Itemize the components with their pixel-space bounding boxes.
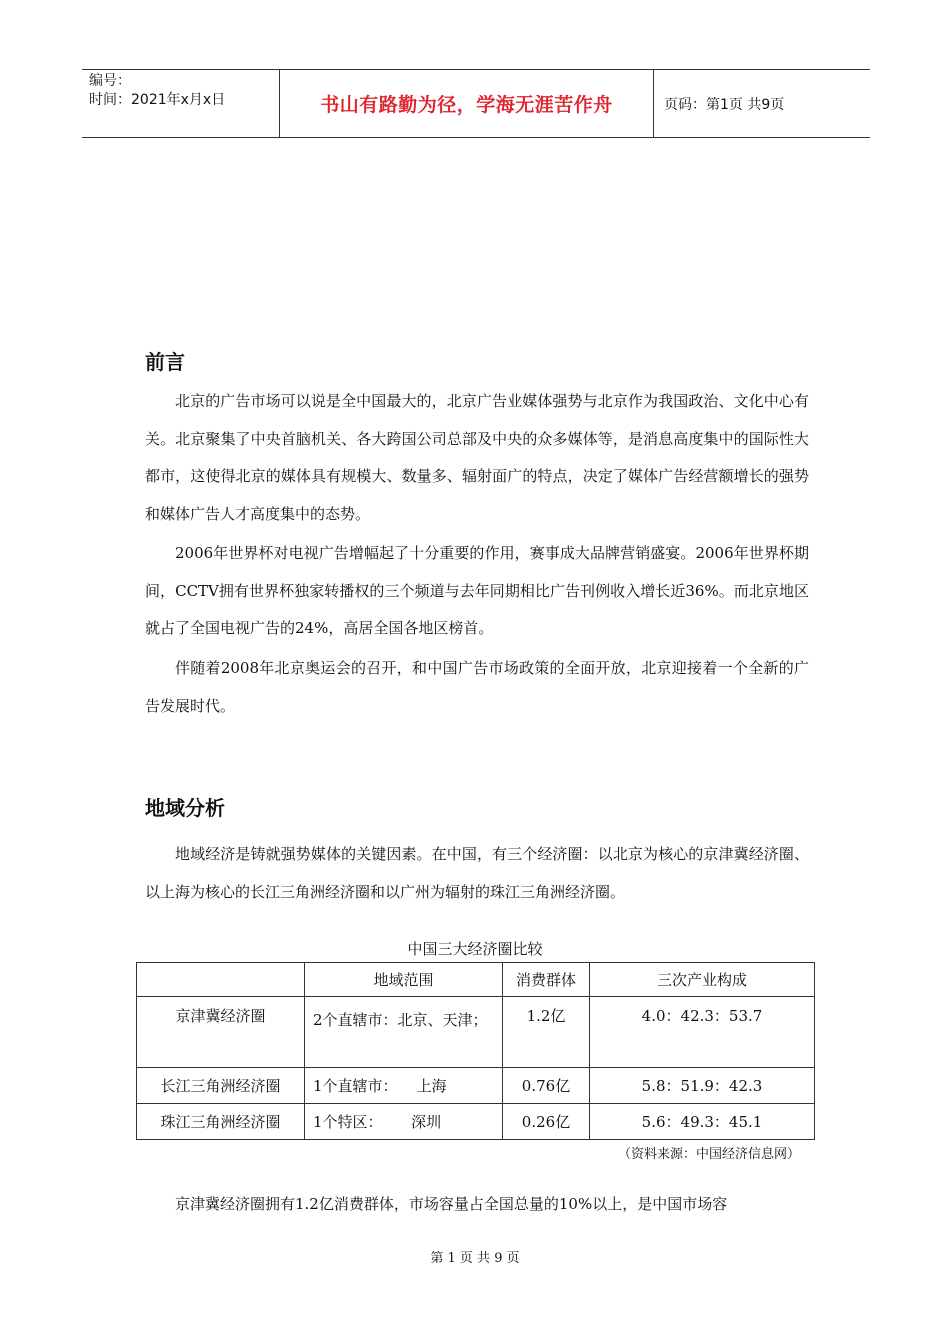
- section-title-regional: 地域分析: [145, 796, 225, 820]
- table-row: [137, 997, 815, 1068]
- table-cell: 1个特区： 深圳: [305, 1104, 503, 1140]
- table-cell: 4.0：42.3：53.7: [590, 997, 815, 1068]
- table-title: 中国三大经济圈比较: [407, 940, 543, 958]
- table-source-note: （资料来源：中国经济信息网）: [617, 1147, 800, 1162]
- table-header-cell: 消费群体: [503, 963, 590, 997]
- header-page-info: 页码：第1页 共9页: [664, 96, 785, 113]
- preface-paragraph-1: 北京的广告市场可以说是全中国最大的，北京广告业媒体强势与北京作为我国政治、文化中心有关。北京聚集了中央首脑机关、各大跨国公司总部及中央的众多媒体等，是消息高度集中的国际性大都市，这使得北京的媒体具有规模大、数量多、辐射面广的特点，决定了媒体广告经营额增长的强势和媒体广告人才高度集中的态势。: [145, 392, 809, 523]
- table-header-cell: 地域范围: [305, 963, 503, 997]
- document-header: [82, 69, 870, 138]
- regional-closing-paragraph: 京津冀经济圈拥有1.2亿消费群体，市场容量占全国总量的10%以上，是中国市场容: [175, 1195, 728, 1213]
- table-cell: 珠江三角洲经济圈: [137, 1104, 305, 1140]
- table-cell: 5.6：49.3：45.1: [590, 1104, 815, 1140]
- table-cell: 长江三角洲经济圈: [137, 1068, 305, 1104]
- table-cell: 1.2亿: [503, 997, 590, 1068]
- header-motto: 书山有路勤为径，学海无涯苦作舟: [320, 94, 613, 116]
- section-title-preface: 前言: [145, 350, 185, 374]
- table-cell: 0.76亿: [503, 1068, 590, 1104]
- page-footer: 第 1 页 共 9 页: [430, 1251, 520, 1266]
- time-label: 时间：2021年x月x日: [89, 92, 226, 108]
- economic-circle-table: [136, 962, 815, 1140]
- table-header-cell: [137, 963, 305, 997]
- table-header-cell: 三次产业构成: [590, 963, 815, 997]
- preface-paragraph-2: 2006年世界杯对电视广告增幅起了十分重要的作用，赛事成大品牌营销盛宴。2006年世界杯期间，CCTV拥有世界杯独家转播权的三个频道与去年同期相比广告刊例收入增长近36%。而北京地区就占了全国电视广告的24%，高居全国各地区榜首。: [145, 544, 809, 637]
- preface-paragraph-3: 伴随着2008年北京奥运会的召开，和中国广告市场政策的全面开放，北京迎接着一个全新的广告发展时代。: [145, 659, 809, 715]
- header-motto-cell: [280, 70, 654, 137]
- table-row: [137, 1068, 815, 1104]
- header-meta: [82, 70, 280, 137]
- table-header-row: [137, 963, 815, 997]
- serial-label: 编号：: [89, 73, 131, 89]
- table-cell: 2个直辖市：北京、天津；: [305, 997, 503, 1068]
- table-row: [137, 1104, 815, 1140]
- regional-intro: 地域经济是铸就强势媒体的关键因素。在中国，有三个经济圈：以北京为核心的京津冀经济圈、以上海为核心的长江三角洲经济圈和以广州为辐射的珠江三角洲经济圈。: [145, 845, 809, 901]
- table-cell: 0.26亿: [503, 1104, 590, 1140]
- table-cell: 京津冀经济圈: [137, 997, 305, 1068]
- table-cell: 5.8：51.9：42.3: [590, 1068, 815, 1104]
- table-cell: 1个直辖市： 上海: [305, 1068, 503, 1104]
